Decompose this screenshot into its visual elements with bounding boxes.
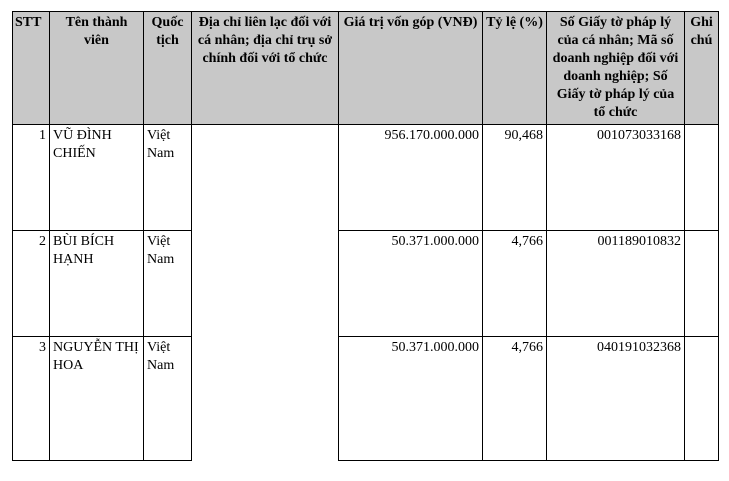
member-address (192, 337, 339, 461)
row-stt: 1 (13, 125, 50, 231)
header-capital: Giá trị vốn góp (VNĐ) (339, 12, 483, 125)
row-stt: 3 (13, 337, 50, 461)
header-member-name: Tên thành viên (50, 12, 144, 125)
members-table (12, 11, 719, 461)
member-note (685, 231, 719, 337)
member-nationality: Việt Nam (144, 125, 192, 231)
header-ratio: Tỷ lệ (%) (483, 12, 547, 125)
member-legal-doc-number: 001189010832 (547, 231, 685, 337)
member-address (192, 231, 339, 337)
member-ratio: 4,766 (483, 231, 547, 337)
header-row (13, 12, 719, 125)
member-name: VŨ ĐÌNH CHIẾN (50, 125, 144, 231)
header-address: Địa chỉ liên lạc đối với cá nhân; địa chỉ trụ sở chính đối với tổ chức (192, 12, 339, 125)
row-stt: 2 (13, 231, 50, 337)
table-row (13, 125, 719, 231)
member-note (685, 337, 719, 461)
header-note: Ghi chú (685, 12, 719, 125)
member-name: BÙI BÍCH HẠNH (50, 231, 144, 337)
header-nationality: Quốc tịch (144, 12, 192, 125)
header-legal-doc-number: Số Giấy tờ pháp lý của cá nhân; Mã số doanh nghiệp đối với doanh nghiệp; Số Giấy tờ pháp lý của tổ chức (547, 12, 685, 125)
table-row (13, 231, 719, 337)
member-address (192, 125, 339, 231)
member-legal-doc-number: 001073033168 (547, 125, 685, 231)
member-note (685, 125, 719, 231)
table-row (13, 337, 719, 461)
member-capital: 50.371.000.000 (339, 337, 483, 461)
member-ratio: 4,766 (483, 337, 547, 461)
member-nationality: Việt Nam (144, 231, 192, 337)
header-stt: STT (13, 12, 50, 125)
member-name: NGUYỄN THỊ HOA (50, 337, 144, 461)
member-capital: 50.371.000.000 (339, 231, 483, 337)
member-nationality: Việt Nam (144, 337, 192, 461)
member-ratio: 90,468 (483, 125, 547, 231)
member-legal-doc-number: 040191032368 (547, 337, 685, 461)
member-capital: 956.170.000.000 (339, 125, 483, 231)
